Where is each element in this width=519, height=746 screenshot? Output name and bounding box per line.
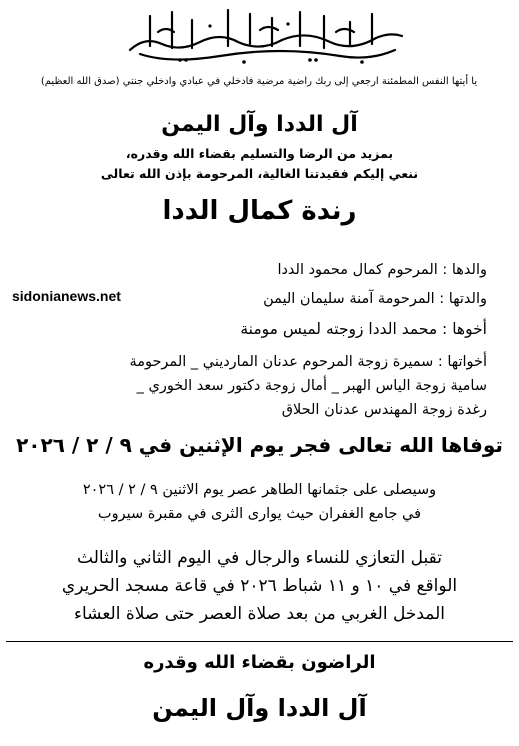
condolences-line-1: تقبل التعازي للنساء والرجال في اليوم الثاني والثالث [77,548,442,568]
watermark-site: sidonianews.net [12,288,121,304]
relatives-sisters-line-2: سامية زوجة الياس الهبر _ أمال زوجة دكتور سعد الخوري _ [136,378,487,394]
calligraphy-emblem [110,6,410,68]
prayer-line-1: وسيصلى على جثمانها الطاهر عصر يوم الاثنين ٩ / ٢ / ٢٠٢٦ [82,482,437,498]
announcement-line-2: ننعي إليكم فقيدتنا الغالية، المرحومة بإذن الله تعالى [100,166,419,181]
relative-brother: أخوها : محمد الددا زوجته لميس مومنة [240,320,487,338]
prayer-line-2: في جامع الغفران حيث يوارى الثرى في مقبرة سيروب [97,506,422,522]
deceased-name: رندة كمال الددا [162,196,357,226]
death-notice: توفاها الله تعالى فجر يوم الإثنين في ٩ / ٢ / ٢٠٢٦ [16,433,503,457]
quran-verse: يا أيتها النفس المطمئنة ارجعي إلى ربك راضية مرضية فادخلي في عبادي وادخلي جنتي (صدق الله العظيم) [40,76,478,87]
relative-mother: والدتها : المرحومة آمنة سليمان اليمن [263,291,487,307]
relative-father: والدها : المرحوم كمال محمود الددا [277,262,487,278]
closing-phrase: الراضون بقضاء الله وقدره [143,652,376,673]
relatives-sisters-line-1: أخواتها : سميرة زوجة المرحوم عدنان المارديني _ المرحومة [129,354,487,370]
family-name-top: آل الددا وآل اليمن [161,112,358,137]
relatives-sisters-line-3: رغدة زوجة المهندس عدنان الحلاق [281,402,487,418]
condolences-line-2: الواقع في ١٠ و ١١ شباط ٢٠٢٦ في قاعة مسجد الحريري [61,576,458,596]
family-name-bottom: آل الددا وآل اليمن [152,694,367,722]
announcement-line-1: بمزيد من الرضا والتسليم بقضاء الله وقدره، [125,146,394,161]
divider-line [6,641,513,642]
condolences-line-3: المدخل الغربي من بعد صلاة العصر حتى صلاة العشاء [73,604,445,624]
